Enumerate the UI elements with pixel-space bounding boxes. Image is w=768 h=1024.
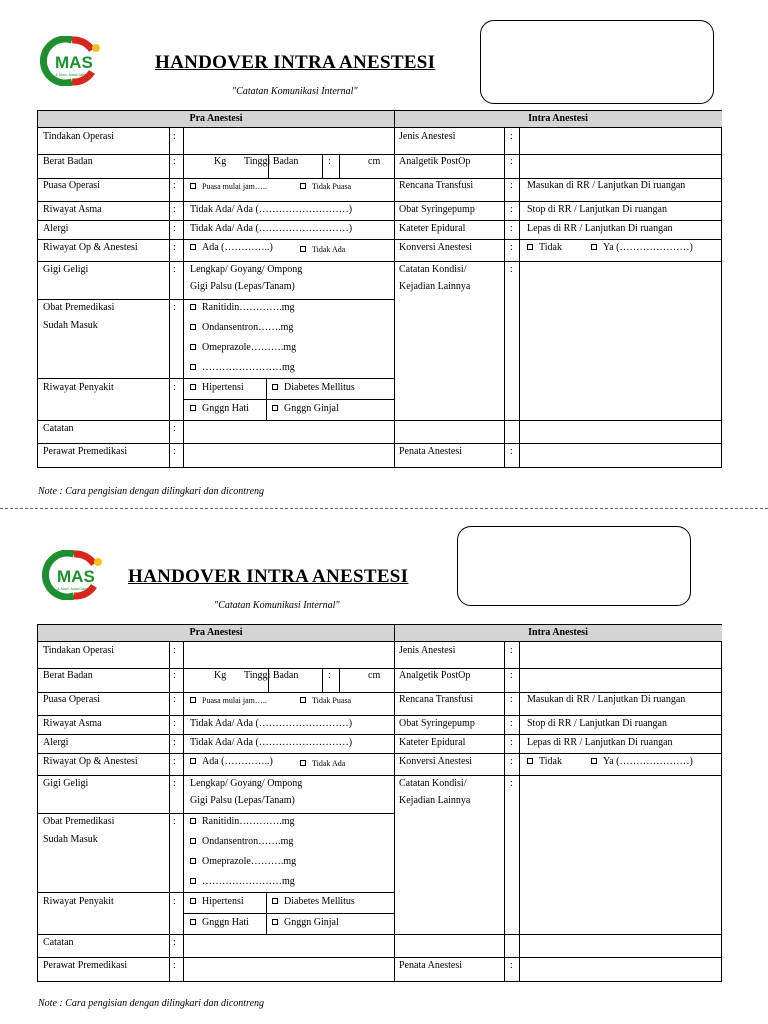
- checkbox[interactable]: [190, 878, 196, 884]
- option-konversi-tidak[interactable]: Tidak: [527, 242, 562, 254]
- colon: :: [173, 156, 176, 167]
- label-analgetik-postop: Analgetik PostOp: [399, 670, 471, 681]
- handover-table: [37, 110, 722, 468]
- colon: :: [510, 264, 513, 275]
- value-gigi-1[interactable]: Lengkap/ Goyang/ Ompong: [190, 778, 303, 789]
- checkbox[interactable]: [190, 405, 196, 411]
- colon: :: [510, 778, 513, 789]
- label-jenis-anestesi: Jenis Anestesi: [399, 645, 456, 656]
- checkbox[interactable]: [591, 244, 597, 250]
- label-perawat-premedikasi: Perawat Premedikasi: [43, 960, 128, 971]
- colon: :: [173, 816, 176, 827]
- note: Note : Cara pengisian dengan dilingkari dan dicontreng: [38, 486, 265, 497]
- colon: :: [510, 223, 513, 234]
- checkbox[interactable]: [272, 405, 278, 411]
- label-penata-anestesi: Penata Anestesi: [399, 446, 463, 457]
- colon: :: [510, 960, 513, 971]
- checkbox[interactable]: [190, 838, 196, 844]
- colon: :: [173, 242, 176, 253]
- mas-logo: [34, 550, 114, 600]
- page-subtitle: "Catatan Komunikasi Internal": [214, 600, 340, 611]
- option-ada[interactable]: Ada (…………..): [190, 242, 273, 254]
- colon: :: [510, 180, 513, 191]
- option-puasa-mulai[interactable]: Puasa mulai jam…..: [190, 181, 267, 193]
- checkbox[interactable]: [190, 919, 196, 925]
- colon: :: [510, 204, 513, 215]
- colon: :: [173, 131, 176, 142]
- page-title: HANDOVER INTRA ANESTESI: [155, 52, 436, 73]
- label-kejadian-lainnya: Kejadian Lainnya: [399, 795, 471, 806]
- label-tindakan-operasi: Tindakan Operasi: [43, 645, 115, 656]
- label-konversi-anestesi: Konversi Anestesi: [399, 756, 473, 767]
- option-gnggn-hati[interactable]: Gnggn Hati: [190, 403, 249, 415]
- label-konversi-anestesi: Konversi Anestesi: [399, 242, 473, 253]
- checkbox[interactable]: [527, 244, 533, 250]
- colon: :: [173, 382, 176, 393]
- label-analgetik-postop: Analgetik PostOp: [399, 156, 471, 167]
- label-catatan: Catatan: [43, 423, 74, 434]
- patient-sticker-box: [480, 20, 714, 104]
- mas-logo: [32, 36, 112, 86]
- option-puasa-mulai[interactable]: Puasa mulai jam…..: [190, 695, 267, 707]
- checkbox[interactable]: [300, 246, 306, 252]
- label-rencana-transfusi: Rencana Transfusi: [399, 180, 474, 191]
- handover-table: [37, 624, 722, 982]
- checkbox[interactable]: [300, 697, 306, 703]
- colon: :: [173, 694, 176, 705]
- colon: :: [173, 204, 176, 215]
- checkbox[interactable]: [272, 898, 278, 904]
- label-alergi: Alergi: [43, 737, 69, 748]
- unit-cm: cm: [368, 156, 381, 167]
- option-gnggn-ginjal[interactable]: Gnggn Ginjal: [272, 917, 339, 929]
- header-intra-anestesi: Intra Anestesi: [394, 111, 722, 128]
- checkbox[interactable]: [190, 697, 196, 703]
- checkbox[interactable]: [190, 364, 196, 370]
- label-tinggi-badan: Tinggi Badan: [244, 670, 299, 681]
- label-puasa-operasi: Puasa Operasi: [43, 180, 100, 191]
- label-penata-anestesi: Penata Anestesi: [399, 960, 463, 971]
- colon: :: [173, 756, 176, 767]
- label-catatan: Catatan: [43, 937, 74, 948]
- label-tinggi-badan: Tinggi Badan: [244, 156, 299, 167]
- option-konversi-ya[interactable]: Ya (…………………): [591, 242, 693, 254]
- checkbox[interactable]: [300, 183, 306, 189]
- label-sudah-masuk: Sudah Masuk: [43, 320, 98, 331]
- value-syringepump[interactable]: Stop di RR / Lanjutkan Di ruangan: [527, 204, 667, 215]
- option-tidak-puasa[interactable]: Tidak Puasa: [300, 695, 351, 707]
- checkbox[interactable]: [190, 384, 196, 390]
- label-rencana-transfusi: Rencana Transfusi: [399, 694, 474, 705]
- unit-cm: cm: [368, 670, 381, 681]
- checkbox[interactable]: [190, 183, 196, 189]
- label-sudah-masuk: Sudah Masuk: [43, 834, 98, 845]
- colon: :: [173, 960, 176, 971]
- colon: :: [510, 131, 513, 142]
- logo-text: MAS: [57, 567, 95, 586]
- colon: :: [173, 446, 176, 457]
- checkbox[interactable]: [300, 760, 306, 766]
- option-hipertensi[interactable]: Hipertensi: [190, 382, 244, 394]
- logo-text: MAS: [55, 53, 93, 72]
- colon: :: [173, 223, 176, 234]
- label-riwayat-penyakit: Riwayat Penyakit: [43, 382, 114, 393]
- value-asma[interactable]: Tidak Ada/ Ada (………………………): [190, 718, 353, 729]
- page-title: HANDOVER INTRA ANESTESI: [128, 566, 409, 587]
- option-konversi-tidak[interactable]: Tidak: [527, 756, 562, 768]
- value-gigi-2[interactable]: Gigi Palsu (Lepas/Tanam): [190, 795, 295, 806]
- checkbox[interactable]: [190, 244, 196, 250]
- option-diabetes[interactable]: Diabetes Mellitus: [272, 896, 355, 908]
- label-obat-syringepump: Obat Syringepump: [399, 204, 475, 215]
- page-subtitle: "Catatan Komunikasi Internal": [232, 86, 358, 97]
- label-riwayat-penyakit: Riwayat Penyakit: [43, 896, 114, 907]
- colon: :: [173, 645, 176, 656]
- value-gigi-1[interactable]: Lengkap/ Goyang/ Ompong: [190, 264, 303, 275]
- colon: :: [510, 670, 513, 681]
- option-other-drug[interactable]: ……………………mg: [190, 362, 295, 374]
- label-obat-syringepump: Obat Syringepump: [399, 718, 475, 729]
- colon: :: [510, 718, 513, 729]
- header-pra-anestesi: Pra Anestesi: [38, 111, 394, 128]
- checkbox[interactable]: [190, 758, 196, 764]
- option-ranitidin[interactable]: Ranitidin………….mg: [190, 816, 295, 828]
- colon: :: [510, 737, 513, 748]
- unit-kg: Kg: [214, 156, 227, 167]
- checkbox[interactable]: [190, 818, 196, 824]
- option-gnggn-ginjal[interactable]: Gnggn Ginjal: [272, 403, 339, 415]
- label-alergi: Alergi: [43, 223, 69, 234]
- label-gigi-geligi: Gigi Geligi: [43, 264, 89, 275]
- handover-form-2: [0, 514, 768, 1014]
- colon: :: [510, 156, 513, 167]
- colon: :: [510, 756, 513, 767]
- cut-line: [0, 508, 768, 509]
- option-hipertensi[interactable]: Hipertensi: [190, 896, 244, 908]
- option-tidak-ada[interactable]: Tidak Ada: [300, 244, 345, 256]
- label-kateter-epidural: Kateter Epidural: [399, 223, 466, 234]
- option-konversi-ya[interactable]: Ya (…………………): [591, 756, 693, 768]
- patient-sticker-box: [457, 526, 691, 606]
- colon: :: [328, 156, 331, 167]
- checkbox[interactable]: [190, 898, 196, 904]
- value-kateter[interactable]: Lepas di RR / Lanjutkan Di ruangan: [527, 737, 673, 748]
- colon: :: [510, 694, 513, 705]
- checkbox[interactable]: [527, 758, 533, 764]
- label-gigi-geligi: Gigi Geligi: [43, 778, 89, 789]
- handover-form-1: [0, 0, 768, 500]
- colon: :: [173, 670, 176, 681]
- header-pra-anestesi: Pra Anestesi: [38, 625, 394, 642]
- label-riwayat-op: Riwayat Op & Anestesi: [43, 242, 138, 253]
- option-tidak-ada[interactable]: Tidak Ada: [300, 758, 345, 770]
- option-ondansentron[interactable]: Ondansentron…….mg: [190, 836, 293, 848]
- colon: :: [173, 423, 176, 434]
- label-catatan-kondisi: Catatan Kondisi/: [399, 778, 467, 789]
- label-obat-premedikasi: Obat Premedikasi: [43, 816, 115, 827]
- option-gnggn-hati[interactable]: Gnggn Hati: [190, 917, 249, 929]
- checkbox[interactable]: [190, 344, 196, 350]
- colon: :: [173, 302, 176, 313]
- header-intra-anestesi: Intra Anestesi: [394, 625, 722, 642]
- option-tidak-puasa[interactable]: Tidak Puasa: [300, 181, 351, 193]
- note: Note : Cara pengisian dengan dilingkari dan dicontreng: [38, 998, 265, 1009]
- checkbox[interactable]: [272, 919, 278, 925]
- option-ada[interactable]: Ada (…………..): [190, 756, 273, 768]
- label-kateter-epidural: Kateter Epidural: [399, 737, 466, 748]
- colon: :: [510, 446, 513, 457]
- label-catatan-kondisi: Catatan Kondisi/: [399, 264, 467, 275]
- value-asma[interactable]: Tidak Ada/ Ada (………………………): [190, 204, 353, 215]
- label-berat-badan: Berat Badan: [43, 670, 93, 681]
- value-alergi[interactable]: Tidak Ada/ Ada (………………………): [190, 737, 353, 748]
- value-transfusi[interactable]: Masukan di RR / Lanjutkan Di ruangan: [527, 180, 686, 191]
- checkbox[interactable]: [190, 304, 196, 310]
- label-tindakan-operasi: Tindakan Operasi: [43, 131, 115, 142]
- label-riwayat-op: Riwayat Op & Anestesi: [43, 756, 138, 767]
- label-perawat-premedikasi: Perawat Premedikasi: [43, 446, 128, 457]
- colon: :: [173, 737, 176, 748]
- checkbox[interactable]: [591, 758, 597, 764]
- option-diabetes[interactable]: Diabetes Mellitus: [272, 382, 355, 394]
- colon: :: [173, 180, 176, 191]
- checkbox[interactable]: [190, 858, 196, 864]
- value-gigi-2[interactable]: Gigi Palsu (Lepas/Tanam): [190, 281, 295, 292]
- logo-tagline: Jl. Moch. Ansari Saleh: [55, 73, 87, 77]
- logo-tagline: Jl. Moch. Ansari Saleh: [57, 587, 89, 591]
- value-transfusi[interactable]: Masukan di RR / Lanjutkan Di ruangan: [527, 694, 686, 705]
- colon: :: [510, 242, 513, 253]
- option-omeprazole[interactable]: Omeprazole……….mg: [190, 342, 296, 354]
- label-riwayat-asma: Riwayat Asma: [43, 204, 102, 215]
- colon: :: [173, 896, 176, 907]
- option-ondansentron[interactable]: Ondansentron…….mg: [190, 322, 293, 334]
- unit-kg: Kg: [214, 670, 227, 681]
- value-syringepump[interactable]: Stop di RR / Lanjutkan Di ruangan: [527, 718, 667, 729]
- option-ranitidin[interactable]: Ranitidin………….mg: [190, 302, 295, 314]
- label-obat-premedikasi: Obat Premedikasi: [43, 302, 115, 313]
- checkbox[interactable]: [190, 324, 196, 330]
- label-kejadian-lainnya: Kejadian Lainnya: [399, 281, 471, 292]
- value-kateter[interactable]: Lepas di RR / Lanjutkan Di ruangan: [527, 223, 673, 234]
- colon: :: [173, 778, 176, 789]
- option-omeprazole[interactable]: Omeprazole……….mg: [190, 856, 296, 868]
- colon: :: [173, 718, 176, 729]
- colon: :: [510, 645, 513, 656]
- value-alergi[interactable]: Tidak Ada/ Ada (………………………): [190, 223, 353, 234]
- checkbox[interactable]: [272, 384, 278, 390]
- label-berat-badan: Berat Badan: [43, 156, 93, 167]
- colon: :: [173, 937, 176, 948]
- colon: :: [173, 264, 176, 275]
- label-jenis-anestesi: Jenis Anestesi: [399, 131, 456, 142]
- label-riwayat-asma: Riwayat Asma: [43, 718, 102, 729]
- option-other-drug[interactable]: ……………………mg: [190, 876, 295, 888]
- colon: :: [328, 670, 331, 681]
- label-puasa-operasi: Puasa Operasi: [43, 694, 100, 705]
